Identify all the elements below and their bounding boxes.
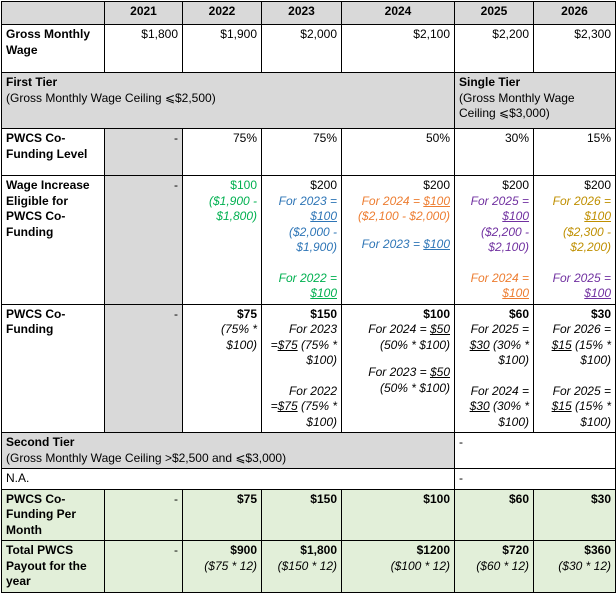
cofunding-line-calc: (50% * $100) [379,337,450,352]
per-month-label: PWCS Co-Funding Per Month [2,489,105,541]
gross-wage-label: Gross Monthly Wage [2,25,105,73]
per-month-value: $100 [342,489,455,541]
cofunding-2025 [455,304,534,433]
wage-increase-calc: ($1,900 - $1,800) [208,193,257,223]
wage-increase-2023 [262,176,342,305]
cofunding-line-amount: $50 [429,365,450,379]
year-header: 2023 [262,2,342,25]
wage-increase-line-calc: ($2,300 - $2,200) [562,224,611,254]
cofunding-total: $150 [310,306,337,321]
na-dash: - [455,469,616,490]
per-month-value: $150 [262,489,342,541]
gross-wage-value: $2,300 [534,25,616,73]
wage-increase-line-calc: ($2,000 - $1,900) [288,224,337,254]
year-header: 2025 [455,2,534,25]
wage-increase-row [2,176,616,305]
cofunding-line-calc: (50% * $100) [379,380,450,395]
cofunding-2024 [342,304,455,433]
total-payout-2022 [183,541,262,593]
per-month-value: $75 [183,489,262,541]
gross-wage-value: $2,000 [262,25,342,73]
pwcs-cofunding-table [1,1,616,593]
wage-increase-line-label: For 2026 = [552,193,611,208]
cofunding-2026 [534,304,616,433]
wage-increase-label: Wage Increase Eligible for PWCS Co-Funding [2,176,105,305]
cofunding-calc: (75% * $100) [220,322,257,352]
single-tier-desc: (Gross Monthly Wage Ceiling ⩽$3,000) [459,90,575,120]
cofunding-total: $30 [590,306,611,321]
total-payout-amount: $1200 [416,543,450,557]
wage-increase-line-label: For 2024 = [361,193,424,208]
wage-increase-total: $200 [584,178,611,192]
cofunding-line-label: For 2024 = [470,383,529,398]
wage-increase-2022 [183,176,262,305]
cofunding-label: PWCS Co-Funding [2,304,105,433]
gross-wage-row [2,25,616,73]
cofunding-total: $60 [508,306,529,321]
wage-increase-line-amount: $100 [423,236,450,251]
total-payout-amount: $1,800 [300,543,337,557]
year-header: 2021 [105,2,183,25]
cofunding-line-amount: $30 [469,399,490,413]
second-tier-dash: - [455,433,616,469]
single-tier-header [455,73,616,129]
cofunding-line-eq: = [270,399,278,413]
cofund-level-label: PWCS Co-Funding Level [2,129,105,176]
cofunding-line-amount: $50 [429,322,450,336]
cofunding-total: $75 [236,306,257,321]
total-payout-calc: ($100 * 12) [390,558,450,573]
per-month-row [2,489,616,541]
wage-increase-line-label: For 2025 = [552,270,611,285]
cofund-level-value: 50% [342,129,455,176]
cofund-level-value: 75% [262,129,342,176]
total-payout-calc: ($150 * 12) [277,558,337,573]
wage-increase-line-label: For 2023 = [361,236,424,251]
wage-increase-line-amount: $100 [584,209,611,223]
wage-increase-2026 [534,176,616,305]
total-payout-2024 [342,541,455,593]
cofunding-2022 [183,304,262,433]
wage-increase-total: $200 [310,178,337,192]
cofunding-line-calc: (15% * $100) [571,399,611,429]
total-payout-row [2,541,616,593]
cofund-level-row [2,129,616,176]
total-payout-2023 [262,541,342,593]
cofunding-line-label: For 2026 = [552,322,611,336]
per-month-value: - [105,489,183,541]
cofunding-line-label: For 2023 = [368,365,430,379]
total-payout-calc: ($75 * 12) [204,558,257,573]
first-tier-desc: (Gross Monthly Wage Ceiling ⩽$2,500) [6,90,216,105]
second-tier-row [2,433,616,469]
wage-increase-line-calc: ($2,200 - $2,100) [480,224,529,254]
total-payout-label: Total PWCS Payout for the year [2,541,105,593]
gross-wage-value: $2,100 [342,25,455,73]
total-payout-calc: ($30 * 12) [558,558,611,573]
cofunding-row [2,304,616,433]
na-row [2,469,616,490]
cofunding-line-amount: $30 [469,337,490,352]
first-tier-row [2,73,616,129]
single-tier-title: Single Tier [459,75,521,89]
cofund-level-value: 15% [534,129,616,176]
wage-increase-line-amount: $100 [502,286,529,300]
year-header: 2026 [534,2,616,25]
year-header-row [2,2,616,25]
wage-increase-2025 [455,176,534,305]
cofunding-line-amount: $15 [551,337,572,352]
cofunding-line-label: For 2022 [288,383,337,398]
year-header: 2024 [342,2,455,25]
wage-increase-total: $200 [502,178,529,192]
wage-increase-2024 [342,176,455,305]
cofunding-2023 [262,304,342,433]
cofund-level-value: - [105,129,183,176]
cofunding-line-calc: (75% * $100) [297,337,337,367]
na-text: N.A. [2,469,455,490]
total-payout-amount: $720 [502,543,529,557]
total-payout-2025 [455,541,534,593]
cofund-level-value: 75% [183,129,262,176]
cofunding-line-label: For 2024 = [368,322,430,336]
gross-wage-value: $1,800 [105,25,183,73]
cofunding-line-calc: (30% * $100) [489,399,529,429]
wage-increase-line-amount: $100 [584,286,611,300]
total-payout-calc: ($60 * 12) [476,558,529,573]
total-payout-amount: $900 [230,543,257,557]
wage-increase-value: - [105,176,183,305]
gross-wage-value: $1,900 [183,25,262,73]
total-payout-2026 [534,541,616,593]
second-tier-header [2,433,455,469]
cofunding-line-amount: $75 [277,399,298,413]
wage-increase-line-amount: $100 [502,209,529,223]
wage-increase-line-amount: $100 [310,209,337,223]
wage-increase-line-amount: $100 [423,193,450,208]
cofunding-line-amount: $15 [551,399,572,413]
wage-increase-line-calc: ($2,100 - $2,000) [357,209,450,223]
cofunding-line-eq: = [270,337,278,352]
wage-increase-line-label: For 2022 = [278,270,337,285]
cofunding-line-label: For 2023 [288,322,337,336]
header-blank-cell [2,2,105,25]
total-payout-value: - [105,541,183,593]
cofunding-line-label: For 2025 = [552,383,611,398]
cofunding-total: $100 [423,306,450,321]
cofunding-line-amount: $75 [277,337,298,352]
first-tier-title: First Tier [6,75,58,89]
cofunding-value: - [105,304,183,433]
year-header: 2022 [183,2,262,25]
second-tier-title: Second Tier [6,435,75,449]
first-tier-header [2,73,455,129]
wage-increase-total: $200 [423,178,450,192]
cofunding-line-calc: (30% * $100) [489,337,529,367]
wage-increase-line-label: For 2025 = [470,193,529,208]
per-month-value: $60 [455,489,534,541]
wage-increase-line-label: For 2024 = [470,270,529,285]
gross-wage-value: $2,200 [455,25,534,73]
wage-increase-line-label: For 2023 = [278,193,337,208]
total-payout-amount: $360 [584,543,611,557]
per-month-value: $30 [534,489,616,541]
second-tier-desc: (Gross Monthly Wage Ceiling >$2,500 and ⩽$3,000) [6,450,287,465]
wage-increase-amount: $100 [230,178,257,192]
cofund-level-value: 30% [455,129,534,176]
cofunding-line-calc: (15% * $100) [571,337,611,367]
cofunding-line-label: For 2025 = [470,322,529,336]
cofunding-line-calc: (75% * $100) [297,399,337,429]
wage-increase-line-amount: $100 [310,286,337,300]
